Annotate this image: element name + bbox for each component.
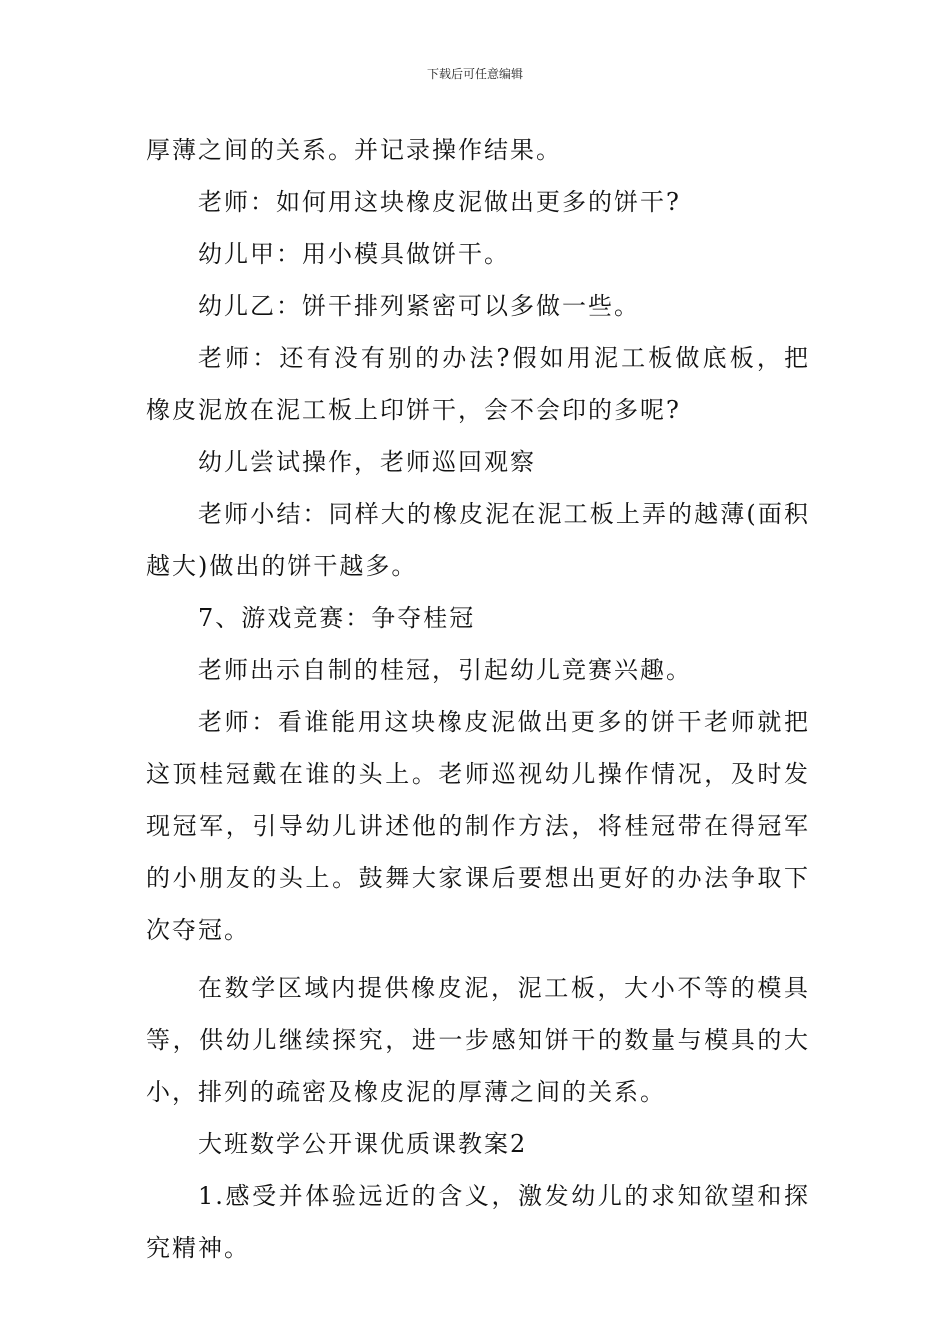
paragraph-teacher-alternative: 老师：还有没有别的办法?假如用泥工板做底板，把橡皮泥放在泥工板上印饼干，会不会印的多呢? bbox=[146, 344, 810, 424]
paragraph-game-heading: 7、游戏竞赛：争夺桂冠 bbox=[198, 604, 476, 632]
paragraph-teacher-summary: 老师小结：同样大的橡皮泥在泥工板上弄的越薄(面积越大)做出的饼干越多。 bbox=[146, 500, 810, 580]
paragraph-child-a: 幼儿甲：用小模具做饼干。 bbox=[198, 240, 510, 268]
paragraph-section-title: 大班数学公开课优质课教案2 bbox=[198, 1130, 528, 1158]
paragraph-goal-1: 1.感受并体验远近的含义，激发幼儿的求知欲望和探究精神。 bbox=[146, 1182, 810, 1262]
paragraph-extension: 在数学区域内提供橡皮泥，泥工板，大小不等的模具等，供幼儿继续探究，进一步感知饼干的数量与模具的大小，排列的疏密及橡皮泥的厚薄之间的关系。 bbox=[146, 974, 810, 1106]
paragraph-show-crown: 老师出示自制的桂冠，引起幼儿竞赛兴趣。 bbox=[198, 656, 692, 684]
paragraph-continuation: 厚薄之间的关系。并记录操作结果。 bbox=[146, 136, 562, 164]
paragraph-child-b: 幼儿乙：饼干排列紧密可以多做一些。 bbox=[198, 292, 640, 320]
document-body bbox=[146, 124, 810, 1274]
page-header-note: 下载后可任意编辑 bbox=[426, 67, 523, 81]
paragraph-competition: 老师：看谁能用这块橡皮泥做出更多的饼干老师就把这顶桂冠戴在谁的头上。老师巡视幼儿操作情况，及时发现冠军，引导幼儿讲述他的制作方法，将桂冠带在得冠军的小朋友的头上。鼓舞大家课后要想出更好的办法争取下次夺冠。 bbox=[146, 708, 810, 944]
paragraph-children-try: 幼儿尝试操作，老师巡回观察 bbox=[198, 448, 536, 476]
paragraph-teacher-question: 老师：如何用这块橡皮泥做出更多的饼干? bbox=[198, 188, 681, 216]
